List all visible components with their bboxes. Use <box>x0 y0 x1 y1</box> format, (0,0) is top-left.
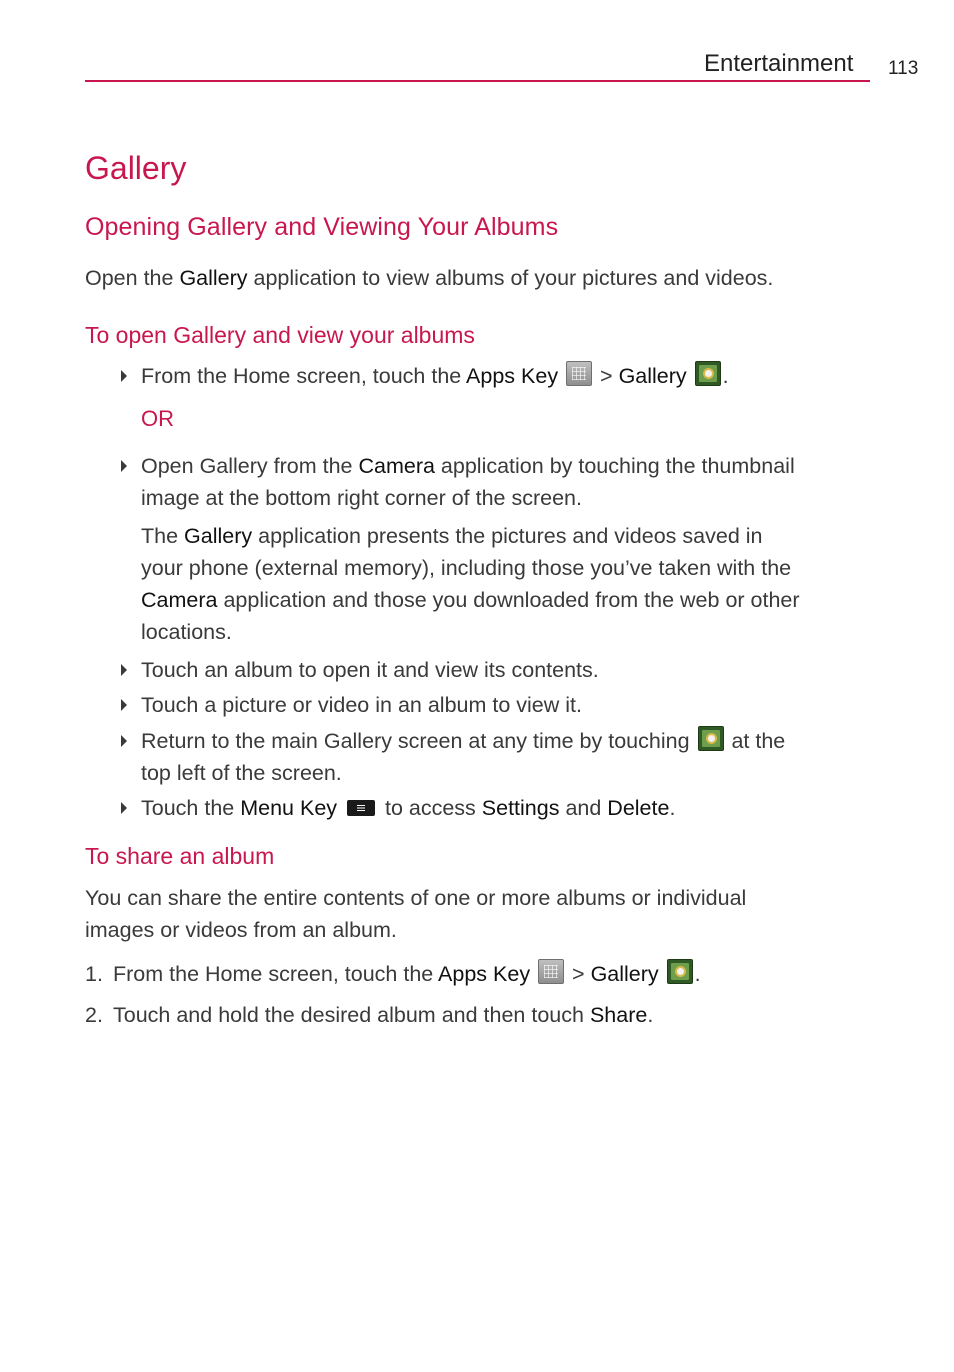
header-rule <box>85 80 870 82</box>
step-menu-key: Touch the Menu Key to access Settings and Delete. <box>141 796 676 820</box>
apps-grid-icon <box>566 361 592 386</box>
page-number: 113 <box>888 58 919 79</box>
section-intro: Open the Gallery application to view albums of your pictures and videos. <box>85 266 774 290</box>
triangle-bullet-icon <box>121 699 127 711</box>
triangle-bullet-icon <box>121 370 127 382</box>
triangle-bullet-icon <box>121 664 127 676</box>
or-separator: OR <box>141 406 174 431</box>
gallery-icon <box>667 959 693 984</box>
share-intro: You can share the entire contents of one or more albums or individual images or videos from an album. <box>85 886 747 942</box>
gallery-icon <box>698 726 724 751</box>
step-open-from-camera: Open Gallery from the Camera application by touching the thumbnail image at the bottom right corner of the screen. <box>141 454 795 510</box>
menu-key-icon <box>347 800 375 816</box>
subsection-heading-open-gallery: To open Gallery and view your albums <box>85 322 475 348</box>
triangle-bullet-icon <box>121 802 127 814</box>
step-touch-album: Touch an album to open it and view its contents. <box>141 658 599 682</box>
step-number: 2. <box>85 1003 103 1027</box>
share-step-open-gallery: From the Home screen, touch the Apps Key > Gallery . <box>113 958 701 990</box>
step-number: 1. <box>85 962 103 986</box>
step-return-to-gallery: Return to the main Gallery screen at any time by touching at the top left of the screen. <box>141 725 785 789</box>
gallery-icon <box>695 361 721 386</box>
step-open-from-home: From the Home screen, touch the Apps Key > Gallery . <box>141 360 729 392</box>
section-heading-opening-gallery: Opening Gallery and Viewing Your Albums <box>85 213 559 241</box>
triangle-bullet-icon <box>121 735 127 747</box>
apps-grid-icon <box>538 959 564 984</box>
header-section-title: Entertainment <box>704 50 854 77</box>
page-title: Gallery <box>85 150 187 186</box>
share-step-hold-album: Touch and hold the desired album and then touch Share. <box>113 1003 654 1027</box>
triangle-bullet-icon <box>121 460 127 472</box>
gallery-description-note: The Gallery application presents the pictures and videos saved in your phone (external memory), including those you’ve taken with the Camera application and those you downloaded from the web or other locations. <box>141 524 800 644</box>
subsection-heading-share-album: To share an album <box>85 843 275 869</box>
step-touch-picture: Touch a picture or video in an album to view it. <box>141 693 582 717</box>
